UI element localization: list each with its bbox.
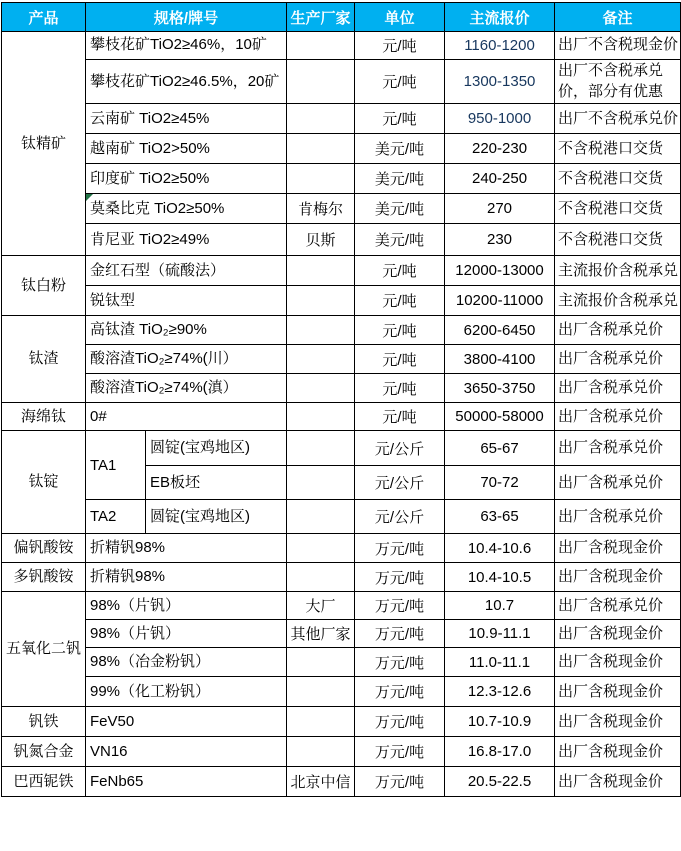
spec-cell: 折精钒98% [86,534,287,563]
price-cell: 1300-1350 [445,60,555,104]
spec-type-cell: EB板坯 [146,466,287,500]
col-header-price: 主流报价 [445,3,555,32]
spec-cell: VN16 [86,737,287,767]
price-cell: 3650-3750 [445,374,555,403]
table-row [2,194,681,224]
spec-cell: FeV50 [86,707,287,737]
spec-cell: 金红石型（硫酸法） [86,256,287,286]
manufacturer-cell [287,134,355,164]
spec-cell: 攀枝花矿TiO2≥46.5%，20矿 [86,60,287,104]
remark-cell: 主流报价含税承兑 [555,256,681,286]
unit-cell: 元/吨 [355,256,445,286]
price-cell: 16.8-17.0 [445,737,555,767]
product-cell: 钒氮合金 [2,737,86,767]
unit-cell: 元/吨 [355,403,445,431]
price-cell: 11.0-11.1 [445,648,555,677]
unit-cell: 万元/吨 [355,648,445,677]
price-cell: 10.4-10.5 [445,563,555,592]
price-cell: 12000-13000 [445,256,555,286]
unit-cell: 万元/吨 [355,767,445,797]
manufacturer-cell [287,374,355,403]
remark-cell: 出厂含税承兑价 [555,374,681,403]
manufacturer-cell [287,286,355,316]
unit-cell: 元/吨 [355,316,445,345]
table-row [2,403,681,431]
spec-cell: 印度矿 TiO2≥50% [86,164,287,194]
price-cell: 1160-1200 [445,32,555,60]
manufacturer-cell [287,32,355,60]
spec-cell: 98%（冶金粉钒） [86,648,287,677]
spec-cell: 锐钛型 [86,286,287,316]
product-cell: 海绵钛 [2,403,86,431]
spec-cell: 98%（片钒） [86,592,287,620]
manufacturer-cell: 大厂 [287,592,355,620]
header-row [2,3,681,32]
price-cell: 240-250 [445,164,555,194]
spec-type-cell: 圆锭(宝鸡地区) [146,500,287,534]
product-cell: 钒铁 [2,707,86,737]
remark-cell: 不含税港口交货 [555,134,681,164]
col-header-remark: 备注 [555,3,681,32]
product-cell: 钛渣 [2,316,86,403]
remark-cell: 出厂含税现金价 [555,677,681,707]
col-header-spec: 规格/牌号 [86,3,287,32]
unit-cell: 万元/吨 [355,737,445,767]
manufacturer-cell [287,345,355,374]
price-cell: 230 [445,224,555,256]
remark-cell: 出厂不含税承兑价，部分有优惠 [555,60,681,104]
table-row [2,620,681,648]
unit-cell: 美元/吨 [355,224,445,256]
price-cell: 270 [445,194,555,224]
remark-cell: 出厂不含税现金价 [555,32,681,60]
remark-cell: 出厂含税现金价 [555,767,681,797]
table-row [2,32,681,60]
table-row [2,500,681,534]
table-row [2,134,681,164]
manufacturer-cell [287,500,355,534]
remark-cell: 不含税港口交货 [555,194,681,224]
price-cell: 220-230 [445,134,555,164]
table-row [2,737,681,767]
unit-cell: 美元/吨 [355,134,445,164]
manufacturer-cell [287,534,355,563]
manufacturer-cell [287,466,355,500]
remark-cell: 出厂含税承兑价 [555,431,681,466]
remark-cell: 出厂含税现金价 [555,620,681,648]
table-row [2,164,681,194]
price-cell: 10.7 [445,592,555,620]
grade-cell: TA1 [86,431,146,500]
price-cell: 10.9-11.1 [445,620,555,648]
manufacturer-cell [287,737,355,767]
spec-cell: 酸溶渣TiO₂≥74%(川） [86,345,287,374]
unit-cell: 元/吨 [355,345,445,374]
unit-cell: 万元/吨 [355,563,445,592]
unit-cell: 美元/吨 [355,164,445,194]
price-cell: 3800-4100 [445,345,555,374]
price-cell: 20.5-22.5 [445,767,555,797]
manufacturer-cell [287,403,355,431]
table-row [2,767,681,797]
price-cell: 50000-58000 [445,403,555,431]
unit-cell: 元/吨 [355,60,445,104]
remark-cell: 出厂含税承兑价 [555,316,681,345]
table-row [2,648,681,677]
unit-cell: 万元/吨 [355,707,445,737]
table-row [2,286,681,316]
table-row [2,677,681,707]
remark-cell: 出厂含税现金价 [555,563,681,592]
unit-cell: 元/吨 [355,32,445,60]
price-cell: 10200-11000 [445,286,555,316]
remark-cell: 出厂含税承兑价 [555,592,681,620]
unit-cell: 元/吨 [355,286,445,316]
product-cell: 多钒酸铵 [2,563,86,592]
spec-cell: 99%（化工粉钒） [86,677,287,707]
table-row [2,104,681,134]
manufacturer-cell: 其他厂家 [287,620,355,648]
remark-cell: 出厂不含税承兑价 [555,104,681,134]
product-cell: 五氧化二钒 [2,592,86,707]
price-cell: 950-1000 [445,104,555,134]
table-row [2,224,681,256]
unit-cell: 元/公斤 [355,500,445,534]
remark-cell: 主流报价含税承兑 [555,286,681,316]
unit-cell: 美元/吨 [355,194,445,224]
remark-cell: 不含税港口交货 [555,164,681,194]
price-cell: 65-67 [445,431,555,466]
spec-cell [86,194,287,224]
manufacturer-cell [287,104,355,134]
price-table [1,2,681,797]
remark-cell: 出厂含税承兑价 [555,466,681,500]
cell-flag-triangle-icon [86,194,93,201]
manufacturer-cell [287,256,355,286]
unit-cell: 元/吨 [355,374,445,403]
table-row [2,563,681,592]
remark-cell: 出厂含税承兑价 [555,403,681,431]
unit-cell: 万元/吨 [355,592,445,620]
unit-cell: 元/公斤 [355,466,445,500]
spec-cell: 0# [86,403,287,431]
price-cell: 63-65 [445,500,555,534]
spec-cell: 98%（片钒） [86,620,287,648]
manufacturer-cell: 北京中信 [287,767,355,797]
unit-cell: 万元/吨 [355,534,445,563]
product-cell: 巴西铌铁 [2,767,86,797]
price-cell: 70-72 [445,466,555,500]
remark-cell: 出厂含税现金价 [555,648,681,677]
remark-cell: 出厂含税承兑价 [555,500,681,534]
table-row [2,374,681,403]
remark-cell: 出厂含税现金价 [555,737,681,767]
table-row [2,316,681,345]
spec-cell: 攀枝花矿TiO2≥46%，10矿 [86,32,287,60]
table-row [2,345,681,374]
col-header-manufacturer: 生产厂家 [287,3,355,32]
manufacturer-cell [287,60,355,104]
table-row [2,707,681,737]
manufacturer-cell [287,316,355,345]
remark-cell: 出厂含税承兑价 [555,345,681,374]
table-row [2,60,681,104]
unit-cell: 万元/吨 [355,620,445,648]
manufacturer-cell [287,563,355,592]
remark-cell: 出厂含税现金价 [555,534,681,563]
spec-cell: 越南矿 TiO2>50% [86,134,287,164]
spec-cell: 云南矿 TiO2≥45% [86,104,287,134]
unit-cell: 元/公斤 [355,431,445,466]
price-cell: 10.7-10.9 [445,707,555,737]
spec-cell: 折精钒98% [86,563,287,592]
manufacturer-cell: 贝斯 [287,224,355,256]
spec-cell: 肯尼亚 TiO2≥49% [86,224,287,256]
product-cell: 钛白粉 [2,256,86,316]
price-cell: 10.4-10.6 [445,534,555,563]
table-row [2,592,681,620]
manufacturer-cell [287,707,355,737]
price-cell: 12.3-12.6 [445,677,555,707]
spec-type-cell: 圆锭(宝鸡地区) [146,431,287,466]
remark-cell: 出厂含税现金价 [555,707,681,737]
price-cell: 6200-6450 [445,316,555,345]
table-row [2,534,681,563]
product-cell: 偏钒酸铵 [2,534,86,563]
table-row [2,431,681,466]
product-cell: 钛锭 [2,431,86,534]
spec-cell: FeNb65 [86,767,287,797]
manufacturer-cell [287,431,355,466]
manufacturer-cell: 肯梅尔 [287,194,355,224]
manufacturer-cell [287,648,355,677]
table-row [2,256,681,286]
unit-cell: 元/吨 [355,104,445,134]
col-header-unit: 单位 [355,3,445,32]
manufacturer-cell [287,677,355,707]
col-header-product: 产品 [2,3,86,32]
spec-text: 莫桑比克 TiO2≥50% [90,199,225,217]
spec-cell: 酸溶渣TiO₂≥74%(滇） [86,374,287,403]
unit-cell: 万元/吨 [355,677,445,707]
product-cell: 钛精矿 [2,32,86,256]
grade-cell: TA2 [86,500,146,534]
manufacturer-cell [287,164,355,194]
remark-cell: 不含税港口交货 [555,224,681,256]
spec-cell: 高钛渣 TiO₂≥90% [86,316,287,345]
